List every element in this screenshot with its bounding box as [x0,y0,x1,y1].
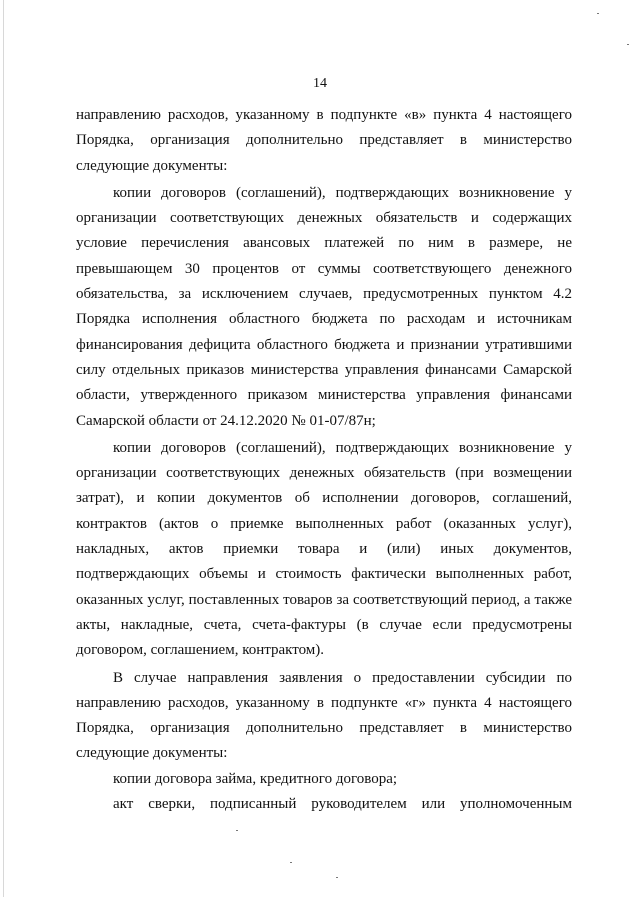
paragraph-loan-contract-copies: копии договора займа, кредитного договора; [113,770,398,787]
paragraph-contract-copies-advance: копии договоров (соглашений), подтверждающих возникновение у организации соответствующих денежных обязательств и содержащих условие перечисления авансовых платежей по ним в размере, не превышающем 30 процентов от суммы соответствующего денежного обязательства, за исключением случаев, предусмотренных пунктом 4.2 Порядка исполнения областного бюджета по расходам и источникам финансирования дефицита областного бюджета и признании утратившими силу отдельных приказов министерства управления финансами Самарской области, утвержденного приказом министерства управления финансами Самарской области от 24.12.2020 № 01-07/87н; [76,184,572,429]
scan-speck [236,830,238,831]
scan-speck [597,13,599,14]
scan-speck [336,877,338,878]
paragraph-continuation: направлению расходов, указанному в подпункте «в» пункта 4 настоящего Порядка, организация дополнительно представляет в министерство следующие документы: [76,107,572,174]
page-number: 14 [313,76,327,91]
scan-edge-line [3,0,4,897]
paragraph-subsidy-application-g: В случае направления заявления о предоставлении субсидии по направлению расходов, указанному в подпункте «г» пункта 4 настоящего Порядка, организация дополнительно представляет в министерство следующие документы: [76,669,572,762]
paragraph-contract-copies-reimbursement: копии договоров (соглашений), подтверждающих возникновение у организации соответствующих денежных обязательств (при возмещении затрат), и копии документов об исполнении договоров, соглашений, контрактов (актов о приемке выполненных работ (оказанных услуг), накладных, актов приемки товара и (или) иных документов, подтверждающих объемы и стоимость фактически выполненных работ, оказанных услуг, поставленных товаров за соответствующий период, а также акты, накладные, счета, счета-фактуры (в случае если предусмотрены договором, соглашением, контрактом). [76,439,572,659]
document-body [76,103,572,817]
paragraph-reconciliation-act: акт сверки, подписанный руководителем или уполномоченным [113,796,572,813]
scan-speck [290,862,292,863]
scan-speck [627,44,629,45]
